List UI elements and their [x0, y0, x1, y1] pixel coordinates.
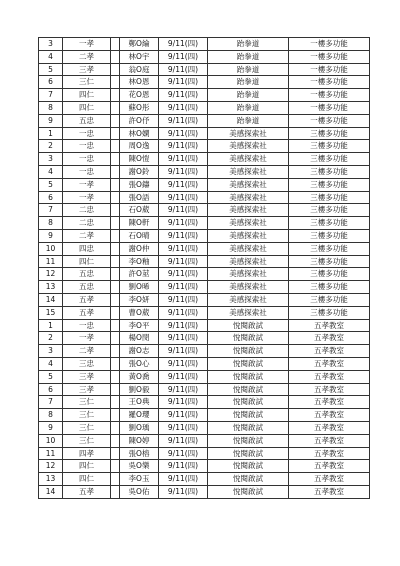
club-cell: 悅閱啟試 [208, 460, 289, 473]
student-name-cell: 羅O瓔 [120, 409, 159, 422]
class-cell: 一忠 [63, 127, 111, 140]
divider-cell [111, 191, 120, 204]
class-cell: 五忠 [63, 114, 111, 127]
student-name-cell: 李O妍 [120, 293, 159, 306]
class-cell: 一孝 [63, 38, 111, 51]
student-name-cell: 吳O佑 [120, 485, 159, 498]
date-cell: 9/11(四) [159, 345, 208, 358]
club-cell: 悅閱啟試 [208, 473, 289, 486]
location-cell: 三樓多功能 [289, 127, 370, 140]
club-cell: 悅閱啟試 [208, 370, 289, 383]
table-row [39, 191, 370, 204]
divider-cell [111, 396, 120, 409]
table-row [39, 460, 370, 473]
club-cell: 跆拳道 [208, 50, 289, 63]
divider-cell [111, 178, 120, 191]
divider-cell [111, 319, 120, 332]
class-cell: 四仁 [63, 473, 111, 486]
location-cell: 三樓多功能 [289, 191, 370, 204]
location-cell: 三樓多功能 [289, 268, 370, 281]
divider-cell [111, 217, 120, 230]
student-name-cell: 鄭O綸 [120, 38, 159, 51]
date-cell: 9/11(四) [159, 460, 208, 473]
club-cell: 美感探索社 [208, 255, 289, 268]
location-cell: 三樓多功能 [289, 140, 370, 153]
divider-cell [111, 50, 120, 63]
table-row [39, 50, 370, 63]
table-row [39, 396, 370, 409]
date-cell: 9/11(四) [159, 409, 208, 422]
divider-cell [111, 229, 120, 242]
divider-cell [111, 76, 120, 89]
class-cell: 一忠 [63, 140, 111, 153]
location-cell: 一樓多功能 [289, 63, 370, 76]
location-cell: 五孝教室 [289, 409, 370, 422]
location-cell: 一樓多功能 [289, 89, 370, 102]
date-cell: 9/11(四) [159, 319, 208, 332]
club-cell: 美感探索社 [208, 242, 289, 255]
location-cell: 一樓多功能 [289, 101, 370, 114]
club-cell: 美感探索社 [208, 191, 289, 204]
class-cell: 二忠 [63, 217, 111, 230]
club-cell: 悅閱啟試 [208, 383, 289, 396]
location-cell: 五孝教室 [289, 460, 370, 473]
divider-cell [111, 153, 120, 166]
row-number-cell: 14 [39, 293, 63, 306]
divider-cell [111, 332, 120, 345]
location-cell: 三樓多功能 [289, 204, 370, 217]
divider-cell [111, 127, 120, 140]
table-row [39, 140, 370, 153]
table-row [39, 76, 370, 89]
club-cell: 美感探索社 [208, 140, 289, 153]
class-cell: 一孝 [63, 191, 111, 204]
table-row [39, 38, 370, 51]
divider-cell [111, 101, 120, 114]
date-cell: 9/11(四) [159, 357, 208, 370]
divider-cell [111, 460, 120, 473]
student-name-cell: 花O恩 [120, 89, 159, 102]
class-cell: 五孝 [63, 485, 111, 498]
table-row [39, 101, 370, 114]
table-row [39, 255, 370, 268]
date-cell: 9/11(四) [159, 229, 208, 242]
date-cell: 9/11(四) [159, 421, 208, 434]
class-cell: 四仁 [63, 460, 111, 473]
club-cell: 悅閱啟試 [208, 345, 289, 358]
club-cell: 美感探索社 [208, 178, 289, 191]
date-cell: 9/11(四) [159, 127, 208, 140]
student-name-cell: 周O逸 [120, 140, 159, 153]
row-number-cell: 6 [39, 191, 63, 204]
row-number-cell: 1 [39, 319, 63, 332]
student-name-cell: 李O平 [120, 319, 159, 332]
club-cell: 悅閱啟試 [208, 319, 289, 332]
table-row [39, 357, 370, 370]
row-number-cell: 13 [39, 473, 63, 486]
date-cell: 9/11(四) [159, 306, 208, 319]
class-cell: 四仁 [63, 101, 111, 114]
club-cell: 悅閱啟試 [208, 396, 289, 409]
table-row [39, 293, 370, 306]
row-number-cell: 3 [39, 345, 63, 358]
row-number-cell: 1 [39, 127, 63, 140]
divider-cell [111, 383, 120, 396]
date-cell: 9/11(四) [159, 165, 208, 178]
table-row [39, 242, 370, 255]
table-row [39, 153, 370, 166]
student-name-cell: 謝O志 [120, 345, 159, 358]
date-cell: 9/11(四) [159, 242, 208, 255]
row-number-cell: 4 [39, 50, 63, 63]
date-cell: 9/11(四) [159, 38, 208, 51]
location-cell: 五孝教室 [289, 434, 370, 447]
class-cell: 五孝 [63, 306, 111, 319]
class-cell: 三仁 [63, 434, 111, 447]
club-cell: 跆拳道 [208, 63, 289, 76]
student-name-cell: 林O宇 [120, 50, 159, 63]
student-name-cell: 謝O鈴 [120, 165, 159, 178]
table-row [39, 473, 370, 486]
location-cell: 三樓多功能 [289, 178, 370, 191]
class-cell: 二孝 [63, 229, 111, 242]
club-roster-table [38, 37, 370, 499]
date-cell: 9/11(四) [159, 485, 208, 498]
class-cell: 一孝 [63, 332, 111, 345]
class-cell: 四仁 [63, 255, 111, 268]
location-cell: 五孝教室 [289, 370, 370, 383]
club-cell: 悅閱啟試 [208, 434, 289, 447]
divider-cell [111, 434, 120, 447]
divider-cell [111, 345, 120, 358]
location-cell: 三樓多功能 [289, 153, 370, 166]
class-cell: 二孝 [63, 345, 111, 358]
table-row [39, 306, 370, 319]
divider-cell [111, 306, 120, 319]
student-name-cell: 陳O愷 [120, 153, 159, 166]
divider-cell [111, 409, 120, 422]
row-number-cell: 4 [39, 165, 63, 178]
row-number-cell: 6 [39, 383, 63, 396]
student-name-cell: 劉O瑀 [120, 421, 159, 434]
date-cell: 9/11(四) [159, 178, 208, 191]
location-cell: 五孝教室 [289, 383, 370, 396]
row-number-cell: 3 [39, 38, 63, 51]
row-number-cell: 5 [39, 63, 63, 76]
date-cell: 9/11(四) [159, 370, 208, 383]
location-cell: 五孝教室 [289, 319, 370, 332]
row-number-cell: 12 [39, 268, 63, 281]
divider-cell [111, 165, 120, 178]
location-cell: 五孝教室 [289, 396, 370, 409]
location-cell: 一樓多功能 [289, 114, 370, 127]
student-name-cell: 楊O閔 [120, 332, 159, 345]
table-row [39, 421, 370, 434]
class-cell: 三仁 [63, 76, 111, 89]
table-row [39, 485, 370, 498]
divider-cell [111, 421, 120, 434]
date-cell: 9/11(四) [159, 76, 208, 89]
table-row [39, 63, 370, 76]
class-cell: 四忠 [63, 242, 111, 255]
row-number-cell: 13 [39, 281, 63, 294]
row-number-cell: 2 [39, 140, 63, 153]
student-name-cell: 石O晴 [120, 229, 159, 242]
date-cell: 9/11(四) [159, 332, 208, 345]
class-cell: 一忠 [63, 319, 111, 332]
row-number-cell: 3 [39, 153, 63, 166]
table-row [39, 217, 370, 230]
club-cell: 跆拳道 [208, 76, 289, 89]
table-row [39, 345, 370, 358]
location-cell: 五孝教室 [289, 473, 370, 486]
location-cell: 三樓多功能 [289, 293, 370, 306]
row-number-cell: 2 [39, 332, 63, 345]
club-cell: 跆拳道 [208, 89, 289, 102]
row-number-cell: 7 [39, 396, 63, 409]
roster-body [39, 38, 370, 499]
class-cell: 四仁 [63, 89, 111, 102]
divider-cell [111, 63, 120, 76]
divider-cell [111, 281, 120, 294]
row-number-cell: 8 [39, 101, 63, 114]
table-row [39, 281, 370, 294]
date-cell: 9/11(四) [159, 293, 208, 306]
club-cell: 悅閱啟試 [208, 485, 289, 498]
date-cell: 9/11(四) [159, 204, 208, 217]
row-number-cell: 12 [39, 460, 63, 473]
class-cell: 三孝 [63, 383, 111, 396]
date-cell: 9/11(四) [159, 383, 208, 396]
club-cell: 跆拳道 [208, 38, 289, 51]
student-name-cell: 張O語 [120, 191, 159, 204]
table-row [39, 127, 370, 140]
row-number-cell: 4 [39, 357, 63, 370]
row-number-cell: 9 [39, 421, 63, 434]
divider-cell [111, 447, 120, 460]
class-cell: 三孝 [63, 63, 111, 76]
student-name-cell: 陳O婷 [120, 434, 159, 447]
table-row [39, 178, 370, 191]
row-number-cell: 15 [39, 306, 63, 319]
row-number-cell: 9 [39, 114, 63, 127]
date-cell: 9/11(四) [159, 255, 208, 268]
date-cell: 9/11(四) [159, 217, 208, 230]
student-name-cell: 張O榕 [120, 447, 159, 460]
table-row [39, 268, 370, 281]
location-cell: 一樓多功能 [289, 76, 370, 89]
row-number-cell: 9 [39, 229, 63, 242]
club-cell: 美感探索社 [208, 204, 289, 217]
table-row [39, 447, 370, 460]
student-name-cell: 李O玉 [120, 473, 159, 486]
location-cell: 一樓多功能 [289, 38, 370, 51]
divider-cell [111, 204, 120, 217]
divider-cell [111, 242, 120, 255]
student-name-cell: 林O恩 [120, 76, 159, 89]
date-cell: 9/11(四) [159, 281, 208, 294]
table-row [39, 383, 370, 396]
club-cell: 美感探索社 [208, 281, 289, 294]
table-row [39, 229, 370, 242]
location-cell: 三樓多功能 [289, 281, 370, 294]
table-row [39, 434, 370, 447]
student-name-cell: 謝O仲 [120, 242, 159, 255]
club-cell: 跆拳道 [208, 101, 289, 114]
table-row [39, 114, 370, 127]
row-number-cell: 5 [39, 178, 63, 191]
row-number-cell: 5 [39, 370, 63, 383]
student-name-cell: 蘇O彤 [120, 101, 159, 114]
class-cell: 三仁 [63, 421, 111, 434]
student-name-cell: 石O葳 [120, 204, 159, 217]
location-cell: 三樓多功能 [289, 217, 370, 230]
row-number-cell: 7 [39, 89, 63, 102]
divider-cell [111, 38, 120, 51]
club-cell: 悅閱啟試 [208, 447, 289, 460]
location-cell: 三樓多功能 [289, 306, 370, 319]
club-cell: 美感探索社 [208, 293, 289, 306]
date-cell: 9/11(四) [159, 50, 208, 63]
location-cell: 五孝教室 [289, 345, 370, 358]
class-cell: 一忠 [63, 153, 111, 166]
table-row [39, 319, 370, 332]
student-name-cell: 許O伃 [120, 114, 159, 127]
table-row [39, 370, 370, 383]
row-number-cell: 8 [39, 217, 63, 230]
student-name-cell: 曹O葳 [120, 306, 159, 319]
student-name-cell: 陳O軒 [120, 217, 159, 230]
location-cell: 三樓多功能 [289, 229, 370, 242]
divider-cell [111, 268, 120, 281]
divider-cell [111, 357, 120, 370]
club-cell: 悅閱啟試 [208, 332, 289, 345]
divider-cell [111, 370, 120, 383]
row-number-cell: 14 [39, 485, 63, 498]
club-cell: 美感探索社 [208, 165, 289, 178]
student-name-cell: 劉O晞 [120, 281, 159, 294]
club-cell: 悅閱啟試 [208, 409, 289, 422]
divider-cell [111, 473, 120, 486]
divider-cell [111, 485, 120, 498]
table-row [39, 165, 370, 178]
student-name-cell: 許O莁 [120, 268, 159, 281]
location-cell: 一樓多功能 [289, 50, 370, 63]
divider-cell [111, 255, 120, 268]
club-cell: 美感探索社 [208, 268, 289, 281]
date-cell: 9/11(四) [159, 89, 208, 102]
location-cell: 五孝教室 [289, 485, 370, 498]
divider-cell [111, 140, 120, 153]
student-name-cell: 黃O喬 [120, 370, 159, 383]
row-number-cell: 6 [39, 76, 63, 89]
table-row [39, 409, 370, 422]
class-cell: 五忠 [63, 268, 111, 281]
student-name-cell: 吳O樂 [120, 460, 159, 473]
row-number-cell: 11 [39, 255, 63, 268]
class-cell: 三仁 [63, 396, 111, 409]
class-cell: 三忠 [63, 357, 111, 370]
date-cell: 9/11(四) [159, 63, 208, 76]
location-cell: 五孝教室 [289, 421, 370, 434]
class-cell: 一孝 [63, 178, 111, 191]
class-cell: 三孝 [63, 370, 111, 383]
row-number-cell: 11 [39, 447, 63, 460]
table-row [39, 89, 370, 102]
club-cell: 美感探索社 [208, 229, 289, 242]
student-name-cell: 劉O毅 [120, 383, 159, 396]
row-number-cell: 8 [39, 409, 63, 422]
row-number-cell: 10 [39, 434, 63, 447]
club-cell: 美感探索社 [208, 153, 289, 166]
club-cell: 悅閱啟試 [208, 421, 289, 434]
location-cell: 三樓多功能 [289, 255, 370, 268]
club-cell: 悅閱啟試 [208, 357, 289, 370]
divider-cell [111, 293, 120, 306]
class-cell: 一忠 [63, 165, 111, 178]
divider-cell [111, 114, 120, 127]
date-cell: 9/11(四) [159, 434, 208, 447]
divider-cell [111, 89, 120, 102]
student-name-cell: 林O嫻 [120, 127, 159, 140]
club-cell: 美感探索社 [208, 127, 289, 140]
location-cell: 三樓多功能 [289, 242, 370, 255]
student-name-cell: 張O心 [120, 357, 159, 370]
student-name-cell: 王O典 [120, 396, 159, 409]
class-cell: 五孝 [63, 293, 111, 306]
student-name-cell: 翁O庭 [120, 63, 159, 76]
class-cell: 五忠 [63, 281, 111, 294]
date-cell: 9/11(四) [159, 396, 208, 409]
club-cell: 跆拳道 [208, 114, 289, 127]
date-cell: 9/11(四) [159, 447, 208, 460]
table-row [39, 332, 370, 345]
location-cell: 三樓多功能 [289, 165, 370, 178]
location-cell: 五孝教室 [289, 332, 370, 345]
student-name-cell: 李O釉 [120, 255, 159, 268]
class-cell: 三仁 [63, 409, 111, 422]
table-row [39, 204, 370, 217]
date-cell: 9/11(四) [159, 153, 208, 166]
date-cell: 9/11(四) [159, 473, 208, 486]
class-cell: 二孝 [63, 50, 111, 63]
date-cell: 9/11(四) [159, 114, 208, 127]
location-cell: 五孝教室 [289, 447, 370, 460]
club-cell: 美感探索社 [208, 306, 289, 319]
row-number-cell: 7 [39, 204, 63, 217]
date-cell: 9/11(四) [159, 191, 208, 204]
location-cell: 五孝教室 [289, 357, 370, 370]
date-cell: 9/11(四) [159, 101, 208, 114]
club-cell: 美感探索社 [208, 217, 289, 230]
class-cell: 二忠 [63, 204, 111, 217]
date-cell: 9/11(四) [159, 140, 208, 153]
row-number-cell: 10 [39, 242, 63, 255]
student-name-cell: 張O鑄 [120, 178, 159, 191]
class-cell: 四孝 [63, 447, 111, 460]
date-cell: 9/11(四) [159, 268, 208, 281]
